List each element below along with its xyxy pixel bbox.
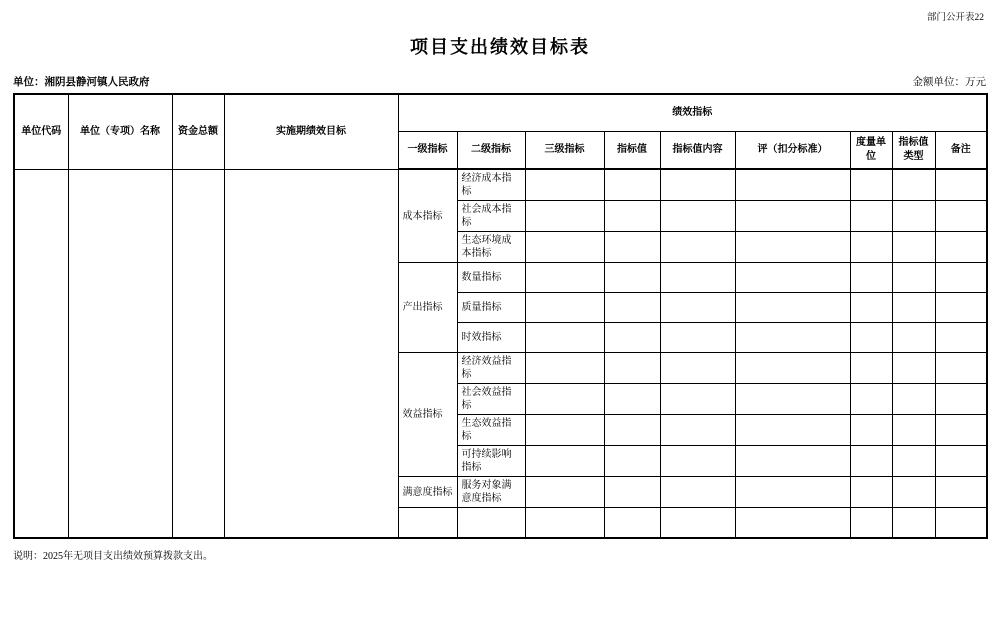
col-header-level3: 三级指标 — [525, 131, 604, 169]
empty-cell — [935, 201, 987, 232]
col-header-scoring-standard: 评（扣分标准） — [735, 131, 850, 169]
empty-cell — [525, 446, 604, 477]
empty-cell — [735, 508, 850, 538]
empty-cell — [525, 415, 604, 446]
empty-cell — [935, 384, 987, 415]
empty-cell — [660, 201, 735, 232]
meta-row — [13, 74, 986, 89]
empty-cell — [660, 323, 735, 353]
empty-cell — [935, 293, 987, 323]
empty-cell — [604, 384, 660, 415]
empty-cell — [892, 169, 935, 201]
empty-cell — [604, 477, 660, 508]
empty-cell — [660, 477, 735, 508]
empty-cell — [850, 232, 892, 263]
empty-cell — [850, 169, 892, 201]
empty-cell — [850, 446, 892, 477]
col-header-value-type: 指标值类型 — [892, 131, 935, 169]
empty-cell — [735, 477, 850, 508]
level2-indicator-cell: 时效指标 — [457, 323, 525, 353]
unit-name-cell — [68, 169, 172, 538]
empty-cell — [892, 232, 935, 263]
level1-indicator-cell: 产出指标 — [398, 263, 457, 353]
col-header-level1: 一级指标 — [398, 131, 457, 169]
empty-cell — [892, 201, 935, 232]
empty-cell — [604, 353, 660, 384]
empty-cell — [892, 323, 935, 353]
empty-cell — [892, 263, 935, 293]
level1-indicator-cell: 效益指标 — [398, 353, 457, 477]
footnote: 说明：2025年无项目支出绩效预算拨款支出。 — [13, 550, 213, 562]
doc-number: 部门公开表22 — [926, 13, 984, 23]
empty-cell — [850, 353, 892, 384]
empty-cell — [892, 415, 935, 446]
empty-cell — [660, 508, 735, 538]
empty-cell — [525, 263, 604, 293]
empty-cell — [660, 446, 735, 477]
level2-indicator-cell: 生态环境成本指标 — [457, 232, 525, 263]
col-header-remark: 备注 — [935, 131, 987, 169]
header-row-top — [14, 94, 987, 131]
empty-cell — [604, 323, 660, 353]
empty-cell — [892, 353, 935, 384]
empty-cell — [850, 477, 892, 508]
empty-cell — [735, 323, 850, 353]
empty-cell — [660, 232, 735, 263]
col-header-indicator-value-content: 指标值内容 — [660, 131, 735, 169]
level2-indicator-cell: 经济成本指标 — [457, 169, 525, 201]
empty-cell — [604, 508, 660, 538]
empty-cell — [735, 446, 850, 477]
empty-cell — [935, 263, 987, 293]
empty-cell — [660, 384, 735, 415]
performance-target-table — [13, 93, 988, 539]
amount-unit-line: 金额单位：万元 — [912, 77, 986, 88]
empty-cell — [735, 353, 850, 384]
level1-indicator-cell: 满意度指标 — [398, 477, 457, 508]
unit-code-cell — [14, 169, 68, 538]
empty-cell — [850, 263, 892, 293]
level1-indicator-cell — [398, 508, 457, 538]
col-header-level2: 二级指标 — [457, 131, 525, 169]
empty-cell — [525, 323, 604, 353]
level2-indicator-cell: 经济效益指标 — [457, 353, 525, 384]
empty-cell — [525, 169, 604, 201]
empty-cell — [850, 384, 892, 415]
empty-cell — [525, 293, 604, 323]
level2-indicator-cell: 社会成本指标 — [457, 201, 525, 232]
empty-cell — [892, 446, 935, 477]
col-header-total-fund: 资金总额 — [172, 94, 224, 169]
empty-cell — [604, 263, 660, 293]
table-row — [14, 169, 987, 201]
empty-cell — [892, 384, 935, 415]
level2-indicator-cell — [457, 508, 525, 538]
total-fund-cell — [172, 169, 224, 538]
empty-cell — [935, 353, 987, 384]
empty-cell — [935, 477, 987, 508]
empty-cell — [735, 384, 850, 415]
unit-line: 单位：湘阴县静河镇人民政府 — [13, 77, 150, 88]
level1-indicator-cell: 成本指标 — [398, 169, 457, 263]
empty-cell — [850, 293, 892, 323]
empty-cell — [735, 415, 850, 446]
level2-indicator-cell: 数量指标 — [457, 263, 525, 293]
col-header-unit-code: 单位代码 — [14, 94, 68, 169]
col-header-measure-unit: 度量单位 — [850, 131, 892, 169]
empty-cell — [660, 415, 735, 446]
empty-cell — [892, 508, 935, 538]
empty-cell — [735, 201, 850, 232]
empty-cell — [935, 232, 987, 263]
empty-cell — [735, 169, 850, 201]
empty-cell — [525, 201, 604, 232]
empty-cell — [850, 415, 892, 446]
empty-cell — [735, 263, 850, 293]
col-header-unit-name: 单位（专项）名称 — [68, 94, 172, 169]
level2-indicator-cell: 社会效益指标 — [457, 384, 525, 415]
empty-cell — [525, 477, 604, 508]
empty-cell — [850, 508, 892, 538]
empty-cell — [604, 293, 660, 323]
empty-cell — [850, 201, 892, 232]
empty-cell — [892, 293, 935, 323]
empty-cell — [892, 477, 935, 508]
level2-indicator-cell: 质量指标 — [457, 293, 525, 323]
empty-cell — [735, 293, 850, 323]
empty-cell — [604, 415, 660, 446]
col-header-indicator-value: 指标值 — [604, 131, 660, 169]
level2-indicator-cell: 服务对象满意度指标 — [457, 477, 525, 508]
empty-cell — [604, 169, 660, 201]
empty-cell — [525, 353, 604, 384]
col-header-impl-period-target: 实施期绩效目标 — [224, 94, 398, 169]
empty-cell — [604, 201, 660, 232]
empty-cell — [660, 293, 735, 323]
empty-cell — [735, 232, 850, 263]
empty-cell — [660, 169, 735, 201]
empty-cell — [935, 415, 987, 446]
empty-cell — [525, 384, 604, 415]
empty-cell — [604, 446, 660, 477]
empty-cell — [935, 323, 987, 353]
col-header-perf-indicators: 绩效指标 — [398, 94, 987, 131]
empty-cell — [525, 232, 604, 263]
empty-cell — [660, 263, 735, 293]
empty-cell — [525, 508, 604, 538]
empty-cell — [935, 508, 987, 538]
empty-cell — [850, 323, 892, 353]
level2-indicator-cell: 可持续影响指标 — [457, 446, 525, 477]
empty-cell — [604, 232, 660, 263]
empty-cell — [935, 446, 987, 477]
level2-indicator-cell: 生态效益指标 — [457, 415, 525, 446]
empty-cell — [660, 353, 735, 384]
impl-period-target-cell — [224, 169, 398, 538]
empty-cell — [935, 169, 987, 201]
page-title: 项目支出绩效目标表 — [410, 37, 590, 57]
